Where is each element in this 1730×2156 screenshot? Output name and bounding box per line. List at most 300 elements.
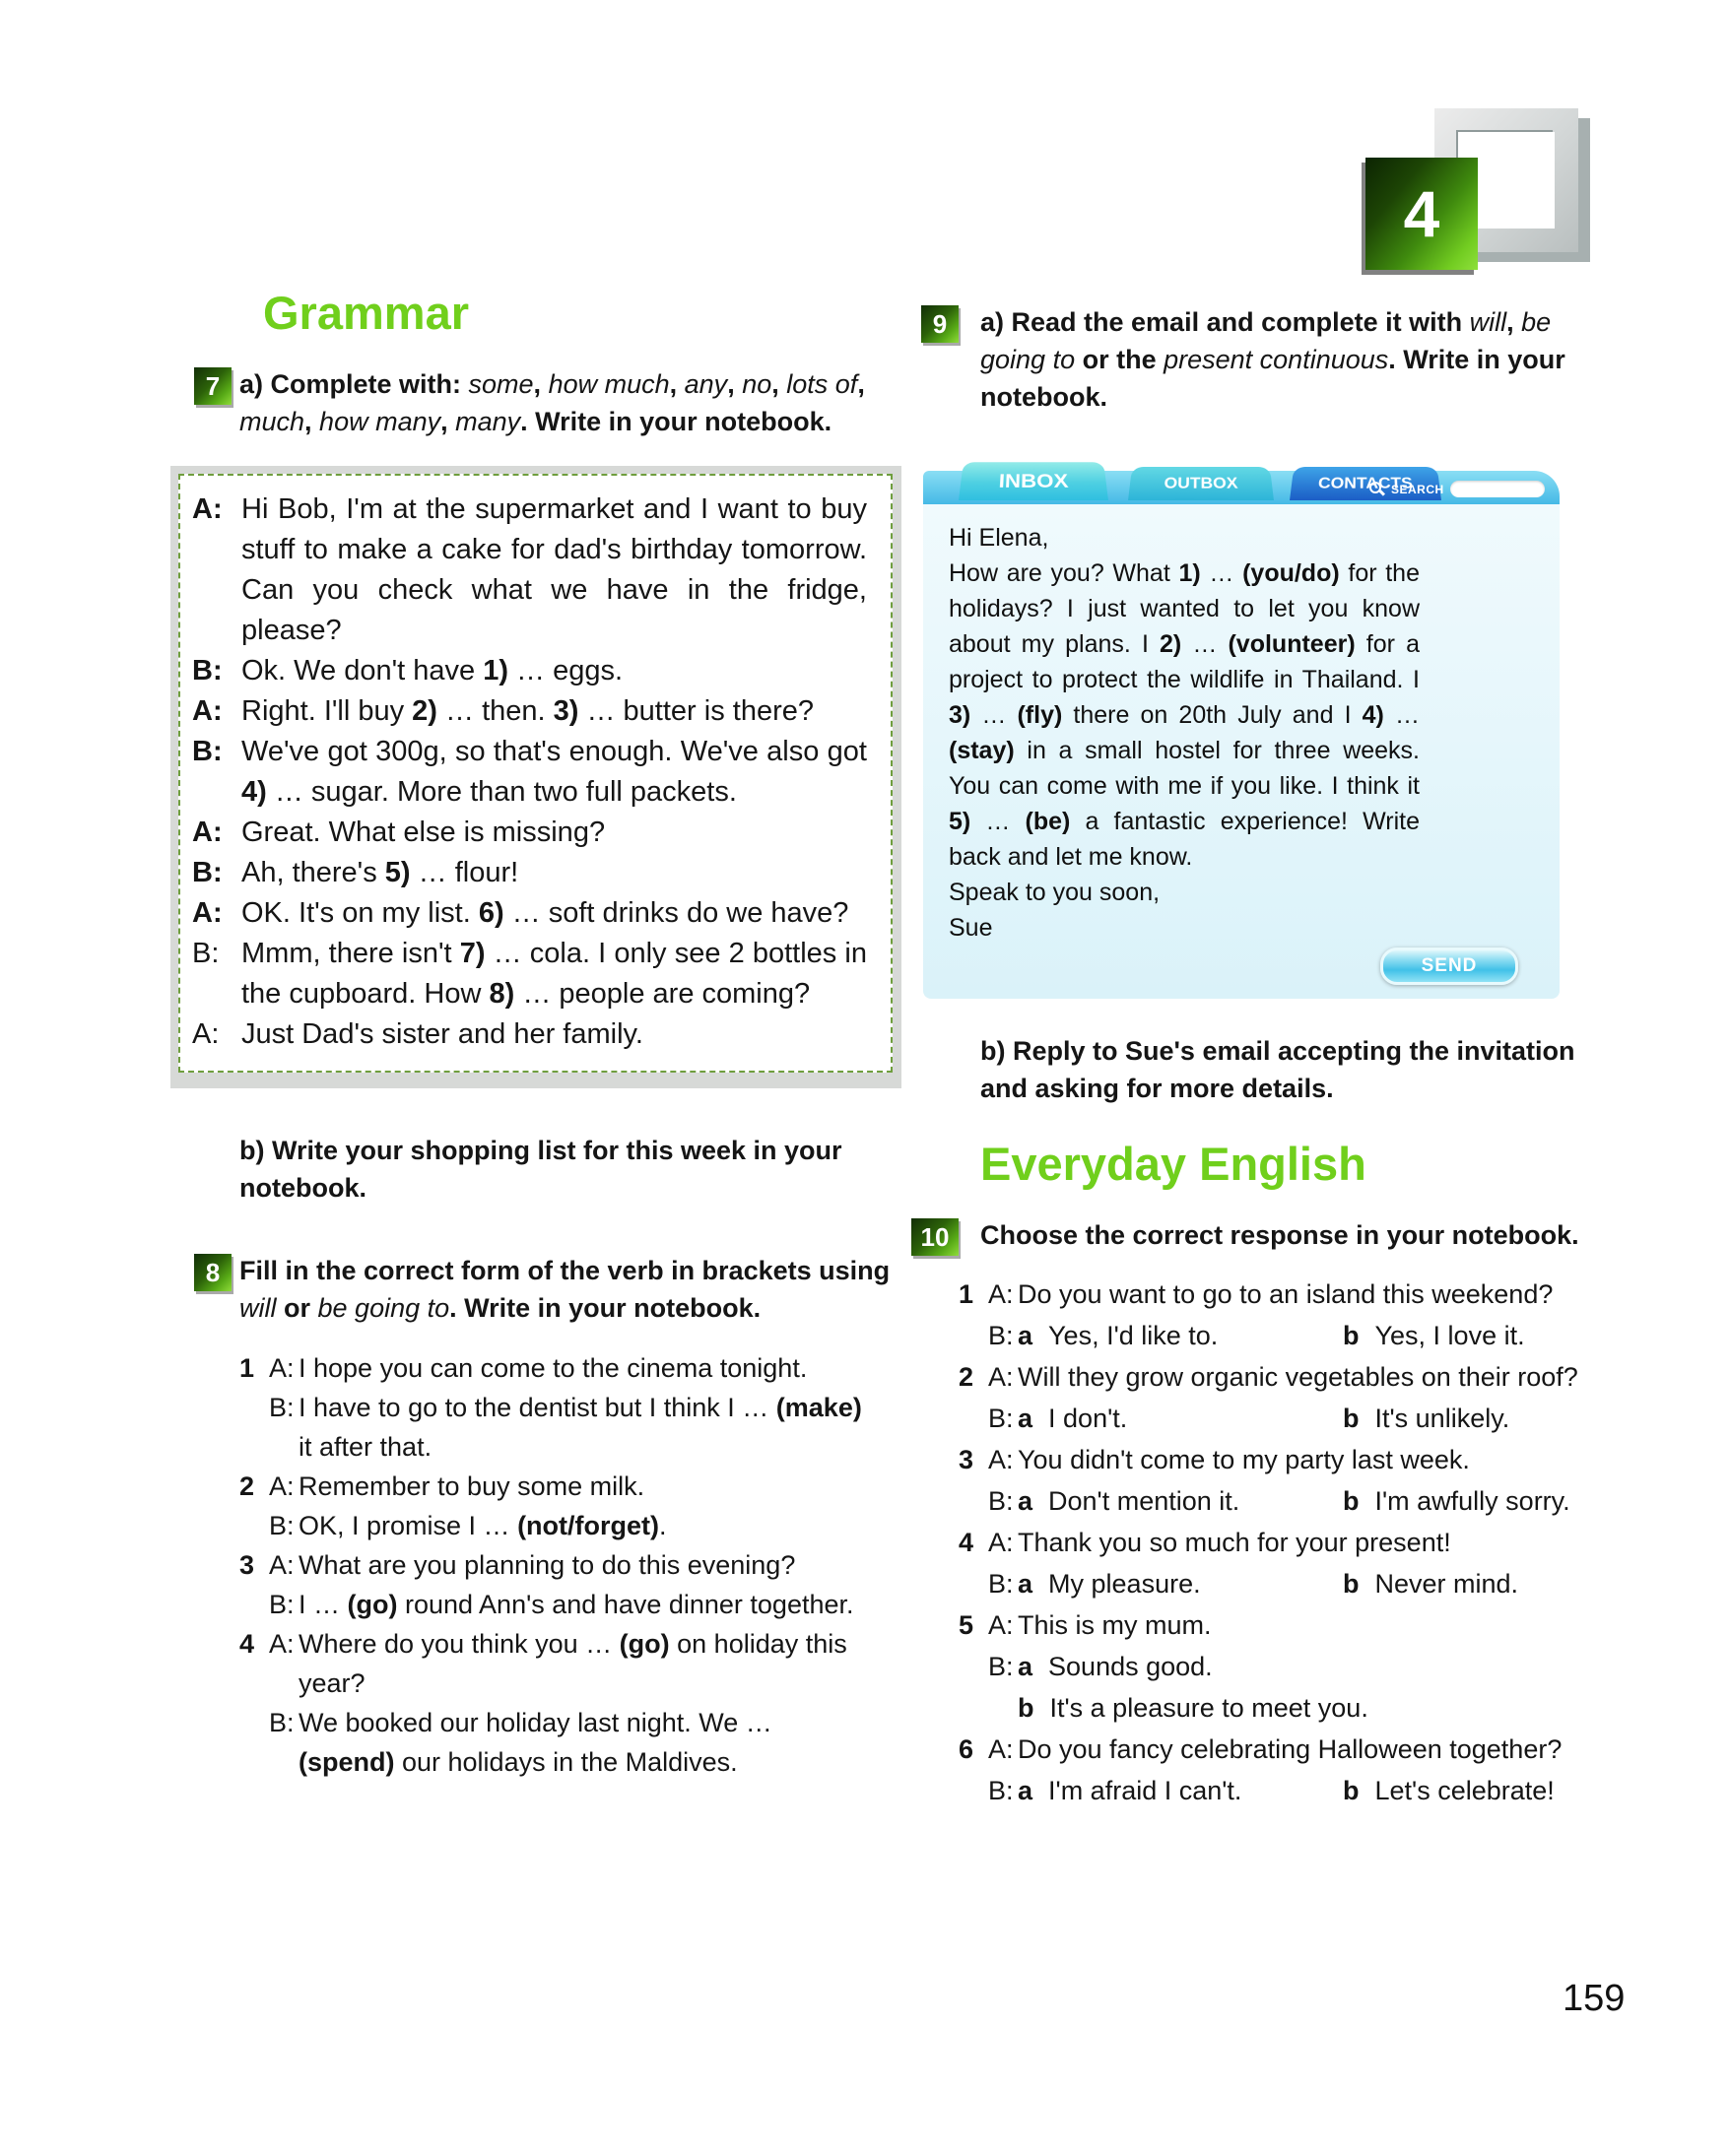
text-segment: (spend): [299, 1747, 395, 1777]
exercise-10: [911, 1216, 1621, 1256]
option-text: [1048, 1398, 1127, 1439]
text-segment: a fantastic experience! Write back and let me know.: [949, 808, 1420, 871]
text-segment: It's a pleasure to meet you.: [1049, 1693, 1368, 1723]
text-segment: present continuous: [1164, 345, 1389, 374]
text-segment: … flour!: [410, 857, 519, 888]
speaker-label: A:: [269, 1471, 295, 1501]
item-number: 1: [239, 1353, 255, 1383]
text-segment: 4): [241, 776, 267, 808]
item-text: [1018, 1522, 1609, 1563]
chapter-number-square: [1365, 158, 1478, 270]
text-segment: much: [239, 407, 305, 436]
dialogue-text: [241, 691, 867, 732]
dialogue-line: [192, 893, 867, 934]
item-number: 3: [239, 1550, 255, 1580]
text-segment: Mmm, there isn't: [241, 938, 460, 969]
item-text: [1018, 1439, 1609, 1480]
option-label: a: [1018, 1404, 1033, 1433]
speaker-label: B:: [988, 1404, 1014, 1433]
text-segment: will: [239, 1293, 277, 1323]
text-segment: I …: [299, 1590, 348, 1619]
text-segment: …: [1383, 701, 1420, 729]
speaker-label: B:: [192, 736, 223, 767]
exercise-8-items: [239, 1348, 897, 1782]
text-segment: … eggs.: [507, 655, 624, 686]
option-a: [1018, 1563, 1343, 1604]
text-segment: 2): [412, 695, 437, 727]
text-segment: (you/do): [1242, 559, 1340, 587]
item-text: [299, 1467, 875, 1506]
item-number: [959, 1315, 988, 1356]
dialogue-line: [192, 934, 867, 1014]
speaker-label: B:: [269, 1393, 295, 1422]
dialogue-text: [241, 651, 867, 691]
text-segment: ,: [440, 407, 456, 436]
text-segment: Remember to buy some milk.: [299, 1471, 645, 1501]
text-segment: on holiday this year?: [299, 1629, 847, 1698]
option-a: [1018, 1398, 1343, 1439]
text-segment: b) Reply to Sue's email accepting the invitation and asking for more details.: [980, 1036, 1575, 1103]
text-segment: or the: [1075, 345, 1164, 374]
option-text: [1048, 1315, 1218, 1356]
exercise-8-instruction: [239, 1252, 897, 1327]
text-segment: … cola. I only see 2 bottles in the cupboard. How: [241, 938, 867, 1010]
list-item: [959, 1315, 1621, 1356]
text-segment: What are you planning to do this evening?: [299, 1550, 796, 1580]
text-segment: or: [276, 1293, 318, 1323]
option-text: [1375, 1398, 1510, 1439]
text-segment: it after that.: [299, 1432, 432, 1462]
option-a: [1018, 1480, 1343, 1522]
option-text: [1375, 1480, 1570, 1522]
dialogue-box: [178, 474, 893, 1073]
speaker-label: B:: [269, 1511, 295, 1540]
item-number: 2: [959, 1362, 974, 1392]
right-column: [911, 303, 1621, 1811]
speaker-label: A:: [269, 1629, 295, 1659]
item-text: [299, 1585, 875, 1624]
text-segment: some: [468, 369, 534, 399]
text-segment: 5): [384, 857, 411, 888]
speaker-label: B:: [988, 1321, 1014, 1350]
dialogue-text: [241, 490, 867, 651]
dialogue-line: [192, 1014, 867, 1055]
option-label: a: [1018, 1321, 1033, 1350]
exercise-7a-instruction: [239, 365, 897, 440]
chapter-number: 4: [1403, 177, 1440, 250]
exercise-10-badge: 10: [911, 1218, 959, 1256]
item-text: [1018, 1480, 1609, 1522]
text-segment: lots of: [786, 369, 858, 399]
email-body: [923, 504, 1560, 999]
text-segment: 1): [1178, 559, 1201, 587]
text-segment: ,: [771, 369, 787, 399]
option-b: [1343, 1398, 1509, 1439]
item-text: [1018, 1398, 1609, 1439]
text-segment: Choose the correct response in your notebook.: [980, 1220, 1579, 1250]
item-text: [1018, 1563, 1609, 1604]
send-row: [949, 947, 1518, 985]
list-item: [959, 1398, 1621, 1439]
exercise-7: [184, 365, 897, 440]
exercise-7b-instruction: [239, 1132, 897, 1207]
option-text: [1375, 1563, 1519, 1604]
text-segment: Yes, I love it.: [1374, 1321, 1525, 1350]
option-label: a: [1018, 1776, 1033, 1805]
item-text: [1018, 1729, 1609, 1770]
dialogue-line: [192, 853, 867, 893]
text-segment: You didn't come to my party last week.: [1018, 1445, 1470, 1474]
item-text: [299, 1624, 875, 1703]
option-text: [1375, 1770, 1555, 1811]
option-b: [1343, 1315, 1525, 1356]
text-segment: We've got 300g, so that's enough. We've also got: [241, 736, 867, 767]
text-segment: (go): [347, 1590, 398, 1619]
item-text: [299, 1348, 875, 1388]
item-text: [299, 1703, 875, 1782]
text-segment: Will they grow organic vegetables on their roof?: [1018, 1362, 1578, 1392]
exercise-10-instruction: [980, 1216, 1621, 1256]
dialogue-text: [241, 813, 867, 853]
text-segment: I have to go to the dentist but I think I …: [299, 1393, 776, 1422]
text-segment: Fill in the correct form of the verb in brackets using: [239, 1256, 891, 1285]
item-number: [959, 1563, 988, 1604]
text-segment: Do you want to go to an island this weekend?: [1018, 1279, 1554, 1309]
speaker-label: B:: [269, 1708, 295, 1737]
list-item: [239, 1703, 897, 1782]
text-segment: be going to: [317, 1293, 450, 1323]
exercise-8: [184, 1252, 897, 1327]
text-segment: I'm awfully sorry.: [1374, 1486, 1570, 1516]
list-item: [959, 1687, 1621, 1729]
tab-outbox[interactable]: OUTBOX: [1128, 467, 1274, 500]
option-label: a: [1018, 1486, 1033, 1516]
text-segment: (volunteer): [1228, 630, 1356, 658]
text-segment: Don't mention it.: [1048, 1486, 1240, 1516]
exercise-9b-instruction: [980, 1032, 1621, 1107]
text-segment: (make): [775, 1393, 862, 1422]
text-segment: Let's celebrate!: [1374, 1776, 1555, 1805]
text-segment: . Write in your notebook.: [449, 1293, 762, 1323]
list-item: [959, 1274, 1621, 1315]
text-segment: in a small hostel for three weeks. You can come with me if you like. I think it: [949, 737, 1420, 800]
option-text: [1048, 1770, 1241, 1811]
text-segment: Ok. We don't have: [241, 655, 484, 686]
list-item: [239, 1467, 897, 1506]
text-segment: We booked our holiday last night. We …: [299, 1708, 772, 1737]
everyday-english-heading: Everyday English: [980, 1138, 1366, 1190]
speaker-label: A:: [192, 695, 223, 727]
text-segment: Hi Bob, I'm at the supermarket and I want to buy stuff to make a cake for dad's birthday tomorrow. Can you check what we have in the fridge, please?: [241, 493, 867, 646]
option-label: b: [1018, 1693, 1034, 1723]
speaker-label: A:: [988, 1445, 1014, 1474]
item-number: 6: [959, 1734, 974, 1764]
item-number: 2: [239, 1471, 255, 1501]
text-segment: 4): [1362, 701, 1384, 729]
exercise-8-badge: 8: [194, 1254, 232, 1291]
list-item: [959, 1480, 1621, 1522]
text-segment: … sugar. More than two full packets.: [266, 776, 737, 808]
text-segment: This is my mum.: [1018, 1610, 1212, 1640]
list-item: [239, 1545, 897, 1585]
dialogue-line: [192, 732, 867, 813]
text-segment: 3): [553, 695, 579, 727]
dialogue-box-shadow: [170, 466, 901, 1088]
speaker-label: B:: [192, 655, 223, 686]
text-segment: 3): [949, 701, 971, 729]
option-b: [1343, 1770, 1555, 1811]
option-label: b: [1343, 1569, 1360, 1599]
option-a: [1018, 1646, 1213, 1687]
option-b: [1343, 1480, 1570, 1522]
text-segment: a) Complete with:: [239, 369, 469, 399]
text-segment: 2): [1160, 630, 1182, 658]
text-segment: Right. I'll buy: [241, 695, 413, 727]
list-item: [239, 1506, 897, 1545]
text-segment: 5): [949, 808, 971, 835]
text-segment: Never mind.: [1374, 1569, 1519, 1599]
item-number: [239, 1703, 269, 1782]
item-text: [299, 1545, 875, 1585]
dialogue-line: [192, 691, 867, 732]
option-label: a: [1018, 1652, 1033, 1681]
search-input[interactable]: [1450, 481, 1545, 497]
list-item: [959, 1356, 1621, 1398]
exercise-9-badge: 9: [921, 305, 959, 343]
text-segment: (not/forget): [517, 1511, 660, 1540]
grammar-heading: Grammar: [263, 287, 469, 339]
list-item: [959, 1604, 1621, 1646]
text-segment: ,: [533, 369, 549, 399]
dialogue-text: [241, 934, 867, 1014]
page-number: 159: [1563, 1978, 1626, 2019]
item-text: [1018, 1604, 1609, 1646]
text-segment: … butter is there?: [578, 695, 814, 727]
speaker-label: A:: [192, 817, 223, 848]
item-text: [1018, 1646, 1609, 1687]
text-segment: I don't.: [1048, 1404, 1128, 1433]
text-segment: ,: [1506, 307, 1522, 337]
text-segment: …: [970, 701, 1018, 729]
text-segment: Where do you think you …: [299, 1629, 620, 1659]
item-number: 3: [959, 1445, 974, 1474]
list-item: [239, 1348, 897, 1388]
text-segment: (be): [1025, 808, 1071, 835]
option-text: [1048, 1646, 1213, 1687]
speaker-label: A:: [988, 1610, 1014, 1640]
item-number: 4: [959, 1528, 974, 1557]
text-segment: any: [684, 369, 728, 399]
text-segment: ,: [857, 369, 865, 399]
chapter-badge: [1365, 100, 1618, 288]
tab-inbox[interactable]: INBOX: [959, 462, 1108, 500]
text-segment: I'm afraid I can't.: [1048, 1776, 1242, 1805]
option-b: [1018, 1687, 1368, 1729]
item-number: [239, 1585, 269, 1624]
text-segment: …: [970, 808, 1026, 835]
option-label: b: [1343, 1486, 1360, 1516]
text-segment: Sounds good.: [1048, 1652, 1213, 1681]
item-number: [239, 1506, 269, 1545]
speaker-label: [988, 1687, 1018, 1729]
text-segment: Thank you so much for your present!: [1018, 1528, 1451, 1557]
text-segment: (fly): [1017, 701, 1063, 729]
text-segment: … people are coming?: [514, 978, 811, 1010]
option-a: [1018, 1315, 1343, 1356]
item-text: [1018, 1356, 1609, 1398]
text-segment: will: [1469, 307, 1507, 337]
email-header: [923, 443, 1560, 504]
text-segment: OK, I promise I …: [299, 1511, 518, 1540]
item-number: [959, 1687, 988, 1729]
search-icon: [1368, 481, 1385, 497]
text-segment: . Write in your notebook.: [980, 345, 1565, 412]
option-text: [1048, 1563, 1201, 1604]
text-segment: how much: [548, 369, 670, 399]
item-text: [1018, 1315, 1609, 1356]
exercise-9: [911, 303, 1621, 416]
email-text: [949, 555, 1420, 875]
text-segment: 6): [478, 897, 504, 929]
item-number: [959, 1646, 988, 1687]
list-item: [959, 1522, 1621, 1563]
text-segment: 8): [489, 978, 515, 1010]
dialogue-line: [192, 651, 867, 691]
list-item: [959, 1646, 1621, 1687]
option-label: a: [1018, 1569, 1033, 1599]
dialogue-text: [241, 732, 867, 813]
list-item: [239, 1388, 897, 1467]
item-text: [1018, 1770, 1609, 1811]
text-segment: there on 20th July and I: [1062, 701, 1363, 729]
speaker-label: B:: [269, 1590, 295, 1619]
item-number: [959, 1770, 988, 1811]
option-b: [1343, 1563, 1518, 1604]
left-column: [184, 286, 897, 1782]
text-segment: a) Read the email and complete it with: [980, 307, 1470, 337]
item-number: 5: [959, 1610, 974, 1640]
text-segment: … soft drinks do we have?: [503, 897, 849, 929]
speaker-label: A:: [269, 1353, 295, 1383]
speaker-label: A:: [192, 493, 223, 525]
list-item: [239, 1585, 897, 1624]
text-segment: for a project to protect the wildlife in Thailand. I: [949, 630, 1420, 693]
option-label: b: [1343, 1321, 1360, 1350]
option-text: [1048, 1480, 1239, 1522]
text-segment: Ah, there's: [241, 857, 385, 888]
speaker-label: B:: [192, 938, 220, 969]
text-segment: ,: [304, 407, 320, 436]
list-item: [239, 1624, 897, 1703]
speaker-label: A:: [269, 1550, 295, 1580]
text-segment: I hope you can come to the cinema tonight.: [299, 1353, 808, 1383]
email-greeting: Hi Elena,: [949, 524, 1049, 552]
text-segment: …: [1181, 630, 1229, 658]
item-number: [959, 1480, 988, 1522]
search-group: [1368, 481, 1545, 497]
text-segment: (go): [619, 1629, 670, 1659]
text-segment: 7): [459, 938, 486, 969]
exercise-10-items: [959, 1274, 1621, 1811]
email-closing: Speak to you soon,: [949, 879, 1161, 906]
item-text: [1018, 1274, 1609, 1315]
text-segment: My pleasure.: [1048, 1569, 1201, 1599]
text-segment: (stay): [949, 737, 1015, 764]
send-button[interactable]: SEND: [1380, 947, 1518, 985]
list-item: [959, 1729, 1621, 1770]
speaker-label: A:: [192, 897, 223, 929]
text-segment: round Ann's and have dinner together.: [397, 1590, 854, 1619]
text-segment: our holidays in the Maldives.: [394, 1747, 738, 1777]
text-segment: OK. It's on my list.: [241, 897, 479, 929]
list-item: [959, 1439, 1621, 1480]
option-text: [1050, 1687, 1368, 1729]
text-segment: be going to: [980, 307, 1552, 374]
item-text: [1018, 1687, 1609, 1729]
option-label: b: [1343, 1404, 1360, 1433]
speaker-label: B:: [988, 1569, 1014, 1599]
email-signature: Sue: [949, 914, 993, 942]
text-segment: Just Dad's sister and her family.: [241, 1018, 643, 1050]
item-number: 1: [959, 1279, 974, 1309]
item-number: 4: [239, 1629, 255, 1659]
text-segment: no: [742, 369, 772, 399]
text-segment: … then.: [436, 695, 554, 727]
tab-contacts[interactable]: CONTACTS: [1290, 467, 1441, 500]
text-segment: Do you fancy celebrating Halloween together?: [1018, 1734, 1563, 1764]
speaker-label: A:: [988, 1528, 1014, 1557]
text-segment: many: [455, 407, 521, 436]
item-text: [299, 1506, 875, 1545]
dialogue-text: [241, 893, 867, 934]
text-segment: b) Write your shopping list for this week in your notebook.: [239, 1136, 842, 1203]
list-item: [959, 1770, 1621, 1811]
text-segment: Great. What else is missing?: [241, 817, 606, 848]
option-text: [1375, 1315, 1525, 1356]
item-number: [239, 1388, 269, 1467]
speaker-label: A:: [988, 1279, 1014, 1309]
text-segment: .: [659, 1511, 667, 1540]
speaker-label: A:: [988, 1734, 1014, 1764]
speaker-label: A:: [988, 1362, 1014, 1392]
speaker-label: B:: [988, 1486, 1014, 1516]
dialogue-text: [241, 1014, 867, 1055]
text-segment: Yes, I'd like to.: [1048, 1321, 1219, 1350]
dialogue-text: [241, 853, 867, 893]
search-label: SEARCH: [1391, 482, 1444, 496]
text-segment: How are you? What: [949, 559, 1179, 587]
speaker-label: A:: [192, 1018, 220, 1050]
option-a: [1018, 1770, 1343, 1811]
speaker-label: B:: [988, 1776, 1014, 1805]
text-segment: It's unlikely.: [1374, 1404, 1510, 1433]
text-segment: how many: [319, 407, 441, 436]
text-segment: …: [1200, 559, 1243, 587]
speaker-label: B:: [192, 857, 223, 888]
text-segment: ,: [669, 369, 685, 399]
text-segment: ,: [727, 369, 743, 399]
speaker-label: B:: [988, 1652, 1014, 1681]
exercise-9a-instruction: [980, 303, 1621, 416]
exercise-7-badge: 7: [194, 367, 232, 405]
dialogue-line: [192, 490, 867, 651]
option-label: b: [1343, 1776, 1360, 1805]
text-segment: 1): [483, 655, 508, 686]
text-segment: for the holidays? I just wanted to let you know about my plans. I: [949, 559, 1420, 658]
list-item: [959, 1563, 1621, 1604]
text-segment: . Write in your notebook.: [520, 407, 832, 436]
dialogue-line: [192, 813, 867, 853]
